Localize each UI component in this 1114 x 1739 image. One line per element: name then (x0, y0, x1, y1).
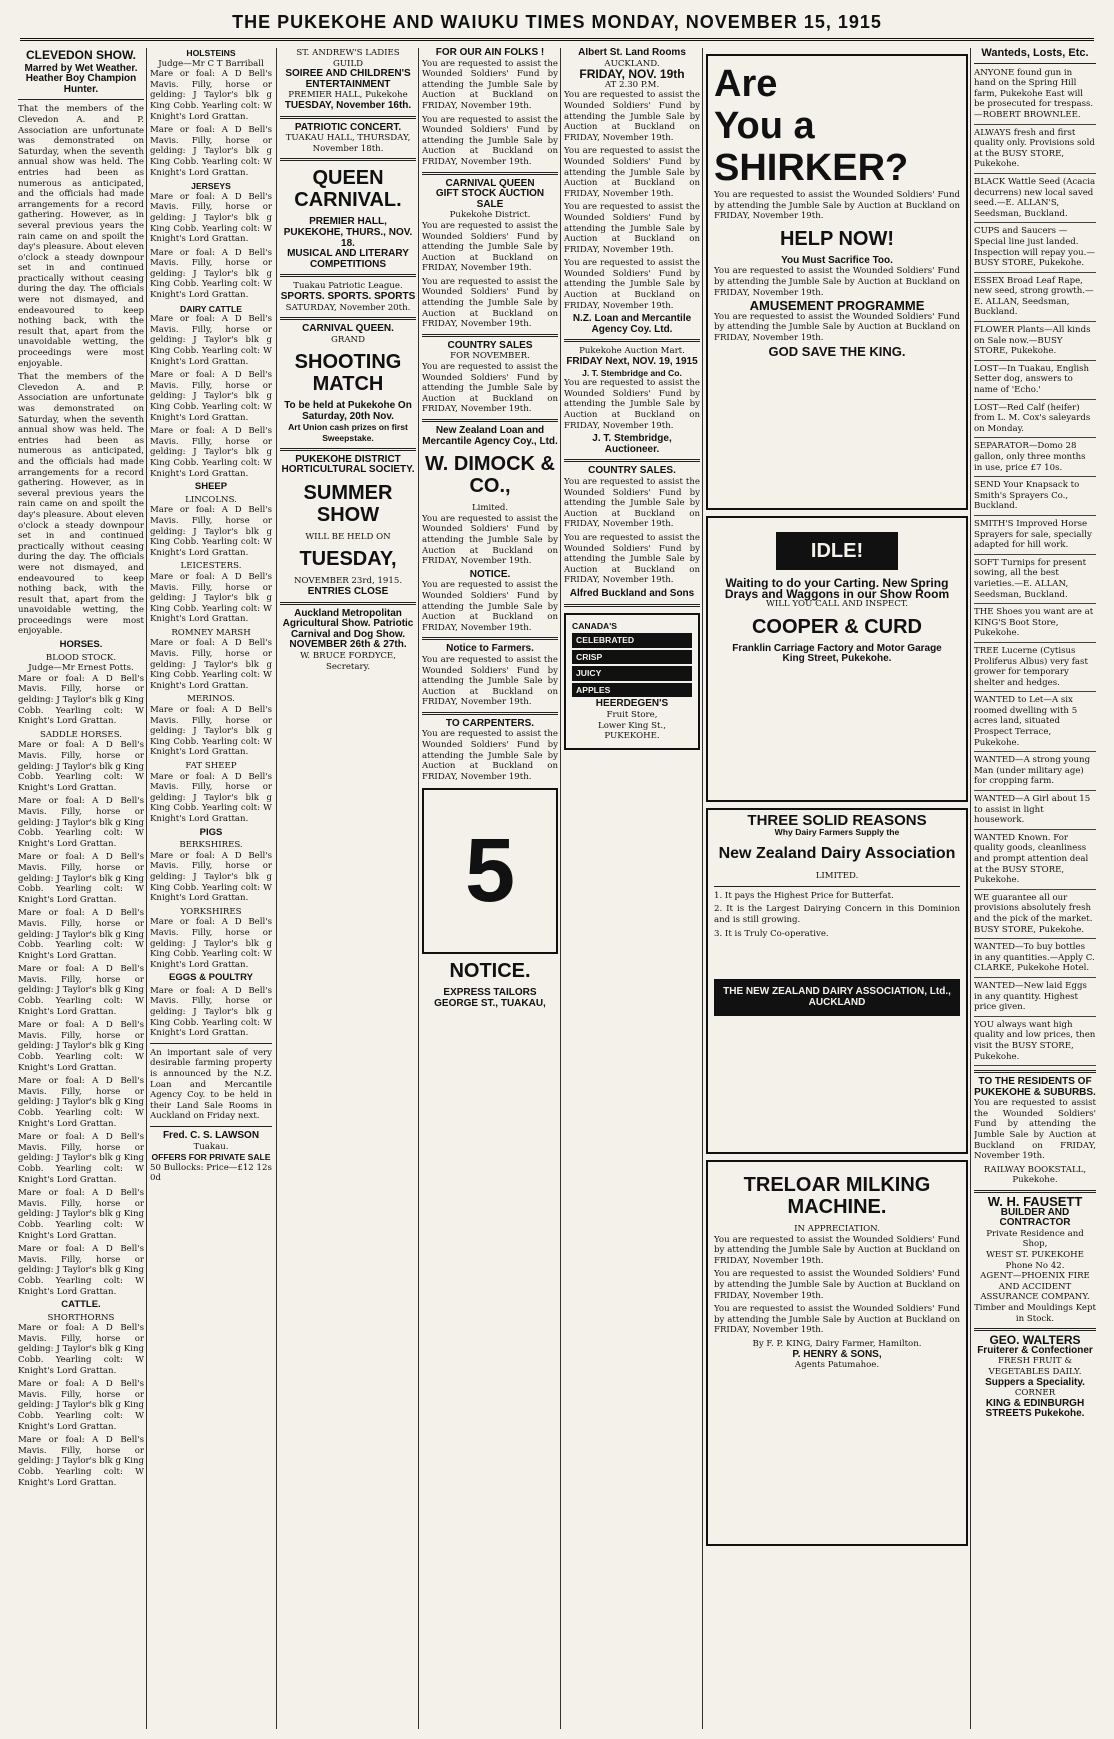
article-body: An important sale of very desirable farming property is announced by the N.Z. Loan and Mercantile Agency Coy. to be held in their Land Sale Rooms in Auckland on Friday next. (150, 1047, 272, 1122)
classified-ad: SOFT Turnips for present sowing, all the best varieties.—E. ALLAN, Seedsman, Buckland. (974, 558, 1096, 604)
section-heading: HORSES. (59, 639, 103, 651)
section-heading: JERSEYS (191, 181, 231, 192)
ad-venue: PREMIER HALL, PUKEKOHE, THURS., NOV. 18. (283, 216, 413, 249)
results: Mare or foal: A D Bell's Mavis. Filly, horse or gelding: J Taylor's blk g King Cobb. Yearling colt: W Knight's Lord Grattan. (18, 740, 144, 793)
classified-ad: SEPARATOR—Domo 28 gallon, only three months in use, price £7 10s. (974, 441, 1096, 477)
ad-body: You are requested to assist the Wounded Soldiers' Fund by attending the Jumble Sale by Auction at Buckland on FRIDAY, November 19th. (714, 1304, 960, 1336)
ad-line: Art Union cash prizes on first Sweepstake. (288, 422, 408, 444)
ad-title: CARNIVAL QUEEN (445, 177, 535, 189)
classified-ad: FLOWER Plants—All kinds on Sale now.—BUSY STORE, Pukekohe. (974, 325, 1096, 361)
advertiser-name: Fred. C. S. LAWSON (162, 1130, 260, 1141)
ad-line: AT 2.30 P.M. (604, 79, 660, 90)
ad-title: BUILDER AND CONTRACTOR (999, 1206, 1071, 1229)
ad-title: SPORTS. SPORTS. SPORTS (280, 290, 416, 302)
ad-body: You are requested to assist the Wounded Soldiers' Fund by attending the Jumble Sale by Auction at Buckland on FRIDAY, November 19th. (564, 378, 700, 431)
classified-ad: LOST—Red Calf (heifer) from L. M. Cox's saleyards on Monday. (974, 403, 1096, 439)
ad-title: COUNTRY SALES. (588, 465, 676, 477)
section-subheading: SHORTHORNS (47, 1312, 115, 1323)
ad-title: QUEEN CARNIVAL. (294, 167, 402, 212)
results: Mare or foal: A D Bell's Mavis. Filly, horse or gelding: J Taylor's blk g King Cobb. Yearling colt: W Knight's Lord Grattan. (150, 426, 272, 479)
column-auctions (564, 48, 700, 1729)
section-heading: SHEEP (194, 481, 228, 493)
ad-title: Are (714, 63, 778, 105)
ad-title: COUNTRY SALES (447, 339, 533, 351)
section-subheading: ROMNEY MARSH (171, 627, 251, 638)
cooper-curd-ad (706, 516, 968, 802)
ad-title: SUMMER SHOW (303, 481, 393, 526)
ad-body: You are requested to assist the Wounded Soldiers' Fund by attending the Jumble Sale by Auction at Buckland on FRIDAY, November 19th. (422, 58, 558, 111)
ad-body: You are requested to assist the Wounded Soldiers' Fund by attending the Jumble Sale by Auction at Buckland on FRIDAY, November 19th. (422, 513, 558, 567)
ad-body: You are requested to assist the Wounded Soldiers' Fund by attending the Jumble Sale by Auction at Buckland on FRIDAY, November 19th. (564, 146, 700, 199)
ad-line: AUCKLAND. (604, 58, 660, 69)
ad-line: Agents Patumahoe. (794, 1360, 880, 1371)
ad-line: Private Residence and Shop, (986, 1228, 1084, 1250)
classified-ad: YOU always want high quality and low prices, then visit the BUSY STORE, Pukekohe. (974, 1020, 1096, 1066)
ad-venue: PREMIER HALL, Pukekohe (288, 90, 408, 101)
ad-signature: W. BRUCE FORDYCE, Secretary. (300, 651, 396, 672)
classified-ad: THE Shoes you want are at KING'S Boot Store, Pukekohe. (974, 607, 1096, 643)
results: Mare or foal: A D Bell's Mavis. Filly, horse or gelding: J Taylor's blk g King Cobb. Yearling colt: W Knight's Lord Grattan. (150, 314, 272, 367)
ad-title: IDLE! (776, 532, 898, 570)
ad-body: You are requested to assist the Wounded Soldiers' Fund by attending the Jumble Sale by Auction at Buckland on FRIDAY, November 19th. (714, 190, 960, 222)
ad-title: AMUSEMENT PROGRAMME (749, 298, 925, 314)
ad-line: FOR NOVEMBER. (450, 351, 530, 362)
classified-ad: BLACK Wattle Seed (Acacia decurrens) new local saved seed.—E. ALLAN'S, Seedsman, Buckland. (974, 177, 1096, 223)
section-heading: PIGS (199, 826, 223, 838)
ad-title: SHOOTING MATCH (294, 351, 402, 396)
classified-ad: SEND Your Knapsack to Smith's Sprayers Co., Buckland. (974, 480, 1096, 516)
dairy-association-ad (706, 808, 968, 1154)
judge: Judge—Mr Ernest Potts. (28, 663, 134, 674)
classified-ad: TREE Lucerne (Cytisus Proliferus Albus) very fast grower for temporary shelter and hedges. (974, 646, 1096, 692)
ad-line: 50 Bullocks: Price—£12 12s 0d (150, 1162, 272, 1184)
ad-body: You are requested to assist the Wounded Soldiers' Fund by attending the Jumble Sale by Auction at Buckland on FRIDAY, November 19th. (422, 276, 558, 330)
ad-body: You are requested to assist the Wounded Soldiers' Fund by attending the Jumble Sale by Auction at Buckland on FRIDAY, November 19th. (422, 362, 558, 415)
section-subheading: YORKSHIRES (180, 906, 242, 917)
column-wanteds (974, 48, 1096, 1729)
reason: 2. It is the Largest Dairying Concern in this Dominion and is still growing. (714, 904, 960, 925)
section-subheading: LEICESTERS. (180, 561, 242, 572)
ad-body: You are requested to assist the Wounded Soldiers' Fund by attending the Jumble Sale by Auction at Buckland on FRIDAY, November 19th. (422, 654, 558, 708)
shirker-ad (706, 54, 968, 510)
ad-body: You are requested to assist the Wounded Soldiers' Fund by attending the Jumble Sale by Auction at Buckland on FRIDAY, November 19th. (564, 90, 700, 143)
results: Mare or foal: A D Bell's Mavis. Filly, horse or gelding: J Taylor's blk g King Cobb. Yearling colt: W Knight's Lord Grattan. (18, 1020, 144, 1073)
ad-line: LIMITED. (815, 871, 859, 882)
ad-heading: ST. ANDREW'S LADIES GUILD (296, 48, 400, 69)
article-body: That the members of the Clevedon A. and P. Association are unfortunate was demonstrated on Saturday, when the seventh annual show was held. The entries had been as numerous as anticipated, and the officials had made arrangements for a record gathering. However, as in several previous years the rain came on and spoilt the day's pleasure. About eleven o'clock a steady downpour set in and continued practically without ceasing during the day. The officials were not dismayed, and endeavoured to keep nothing back, with the result that, apart from the unavoidable wetting, the proceedings were most enjoyable. (18, 104, 144, 369)
section-subheading: LINCOLNS. (185, 494, 237, 505)
results: Mare or foal: A D Bell's Mavis. Filly, horse or gelding: J Taylor's blk g King Cobb. Yearling colt: W Knight's Lord Grattan. (150, 69, 272, 122)
classified-ad: WANTED to Let—A six roomed dwelling with 5 acres land, situated Prospect Terrace, Pukekohe. (974, 695, 1096, 752)
ad-title: TO CARPENTERS. (445, 717, 535, 729)
results: Mare or foal: A D Bell's Mavis. Filly, horse or gelding: J Taylor's blk g King Cobb. Yearling colt: W Knight's Lord Grattan. (18, 673, 144, 727)
classified-ad: ALWAYS fresh and first quality only. Provisions sold at the BUSY STORE, Pukekohe. (974, 128, 1096, 174)
results: Mare or foal: A D Bell's Mavis. Filly, horse or gelding: J Taylor's blk g King Cobb. Yearling colt: W Knight's Lord Grattan. (18, 1435, 144, 1488)
ad-heading: Pukekohe Auction Mart. (579, 346, 685, 357)
ad-title: THREE SOLID REASONS (747, 812, 927, 829)
ad-heading: ENTRIES CLOSE (307, 586, 389, 598)
results: Mare or foal: A D Bell's Mavis. Filly, horse or gelding: J Taylor's blk g King Cobb. Yearling colt: W Knight's Lord Grattan. (18, 796, 144, 849)
ad-body: You are requested to assist the Wounded Soldiers' Fund by attending the Jumble Sale by Auction at Buckland on FRIDAY, November 19th. (564, 476, 700, 530)
ad-date: To be held at Pukekohe On Saturday, 20th Nov. (284, 400, 412, 422)
ad-line: Franklin Carriage Factory and Motor Garage (732, 642, 942, 654)
ad-body: You are requested to assist the Wounded Soldiers' Fund by attending the Jumble Sale by Auction at Buckland on FRIDAY, November 19th. (714, 311, 960, 343)
ad-title: Auckland Metropolitan Agricultural Show. Patriotic Carnival and Dog Show. (282, 607, 414, 640)
ad-signature: J. T. Stembridge, Auctioneer. (592, 433, 672, 455)
ad-venue: TUAKAU HALL, THURSDAY, November 18th. (285, 133, 411, 154)
ad-title: CARNIVAL QUEEN. (302, 323, 394, 335)
ad-title: TO THE RESIDENTS OF PUKEKOHE & SUBURBS. (974, 1076, 1096, 1098)
results: Mare or foal: A D Bell's Mavis. Filly, horse or gelding: J Taylor's blk g King Cobb. Yearling colt: W Knight's Lord Grattan. (18, 1132, 144, 1185)
subhead: Marred by Wet Weather. (24, 62, 138, 74)
results: Mare or foal: A D Bell's Mavis. Filly, horse or gelding: J Taylor's blk g King Cobb. Yearling colt: W Knight's Lord Grattan. (150, 125, 272, 178)
section-subheading: FAT SHEEP (185, 761, 237, 771)
article-body: That the members of the Clevedon A. and P. Association are unfortunate was demonstrated on Saturday, when the seventh annual show was held. The entries had been as numerous as anticipated, and the officials had made arrangements for a record gathering. However, as in several previous years the rain came on and spoilt the day's pleasure. About eleven o'clock a steady downpour set in and continued practically without ceasing during the day. The officials were not dismayed, and endeavoured to keep nothing back, with the result that, apart from the unavoidable wetting, the proceedings were most enjoyable. (18, 372, 144, 637)
ad-address: Lower King St., PUKEKOHE. (598, 720, 666, 742)
ad-title: New Zealand Loan and Mercantile Agency Coy., Ltd. (422, 425, 558, 447)
classified-ad: WANTED—A strong young Man (under military age) for cropping farm. (974, 755, 1096, 791)
ad-title: HELP NOW! (779, 227, 895, 250)
ad-heading: J. T. Stembridge and Co. (582, 367, 682, 378)
masthead (20, 6, 1094, 41)
column-rule (146, 48, 147, 1729)
results: Mare or foal: A D Bell's Mavis. Filly, horse or gelding: J Taylor's blk g King Cobb. Yearling colt: W Knight's Lord Grattan. (18, 964, 144, 1017)
ad-heading: IN APPRECIATION. (794, 1224, 880, 1234)
results: Mare or foal: A D Bell's Mavis. Filly, horse or gelding: J Taylor's blk g King Cobb. Yearling colt: W Knight's Lord Grattan. (150, 850, 272, 904)
ad-title: GEO. WALTERS (989, 1333, 1081, 1348)
classified-ad: ANYONE found gun in hand on the Spring Hill farm, Pukekohe East will be prosecuted for trespass.—ROBERT BROWNLEE. (974, 68, 1096, 125)
ad-line: Timber and Mouldings Kept in Stock. (974, 1302, 1096, 1324)
ad-line: WILL YOU CALL AND INSPECT. (766, 599, 908, 610)
section-heading: DAIRY CATTLE (180, 303, 242, 314)
ad-heading: GRAND (331, 334, 365, 345)
section-subheading: MERINOS. (187, 694, 235, 705)
advertiser-place: Tuakau. (193, 1141, 229, 1152)
section-heading: EGGS & POULTRY (169, 972, 253, 984)
classified-ad: WANTED—New laid Eggs in any quantity. Highest price given. (974, 981, 1096, 1017)
section-subheading: SADDLE HORSES. (39, 729, 123, 740)
column-notices (422, 48, 558, 1729)
ad-date: FRIDAY, NOV. 19th (579, 67, 685, 82)
results: Mare or foal: A D Bell's Mavis. Filly, horse or gelding: J Taylor's blk g King Cobb. Yearling colt: W Knight's Lord Grattan. (150, 917, 272, 970)
results: Mare or foal: A D Bell's Mavis. Filly, horse or gelding: J Taylor's blk g King Cobb. Yearling colt: W Knight's Lord Grattan. (18, 1323, 144, 1376)
section-subheading: BERKSHIRES. (179, 840, 243, 851)
ad-signature: P. HENRY & SONS, (792, 1348, 882, 1360)
ad-address: KING & EDINBURGH STREETS Pukekohe. (985, 1397, 1085, 1420)
ad-body: Waiting to do your Carting. New Spring Drays and Waggons in our Show Room (724, 576, 950, 601)
ad-line: WILL BE HELD ON (305, 531, 391, 542)
ad-line: Limited. (471, 503, 509, 514)
ad-title: EXPRESS TAILORS (443, 987, 537, 999)
ad-heading: OFFERS FOR PRIVATE SALE (151, 1152, 271, 1163)
ad-signature: RAILWAY BOOKSTALL, Pukekohe. (983, 1164, 1087, 1186)
ad-date: TUESDAY, (299, 548, 397, 571)
reason: 1. It pays the Highest Price for Butterfat. (714, 890, 894, 901)
ad-title: MUSICAL AND LITERARY COMPETITIONS (287, 248, 409, 270)
number-five-graphic: 5 (464, 821, 516, 922)
ad-body: You are requested to assist the Wounded Soldiers' Fund by attending the Jumble Sale by Auction at Buckland on FRIDAY, November 19th. (714, 266, 960, 298)
classified-ad: LOST—In Tuakau, English Setter dog, answers to name of 'Echo.' (974, 364, 1096, 400)
section-subheading: BLOOD STOCK. (45, 652, 117, 663)
reason: 3. It is Truly Co-operative. (714, 928, 829, 939)
headline: CLEVEDON SHOW. (25, 48, 136, 62)
column-events (280, 48, 416, 1729)
ad-address: King Street, Pukekohe. (782, 653, 892, 665)
results: Mare or foal: A D Bell's Mavis. Filly, horse or gelding: J Taylor's blk g King Cobb. Yearling colt: W Knight's Lord Grattan. (150, 505, 272, 558)
column-rule (560, 48, 561, 1729)
treloar-ad (706, 1160, 968, 1546)
classified-ad: WANTED—A Girl about 15 to assist in light housework. (974, 794, 1096, 830)
ad-body: You are requested to assist the Wounded Soldiers' Fund by attending the Jumble Sale by Auction at Buckland on FRIDAY, November 19th. (974, 1098, 1096, 1162)
results: Mare or foal: A D Bell's Mavis. Filly, horse or gelding: J Taylor's blk g King Cobb. Yearling colt: W Knight's Lord Grattan. (18, 852, 144, 905)
ad-line: Fruit Store, (606, 710, 658, 721)
section-heading: CATTLE. (61, 1299, 101, 1311)
ad-title: PATRIOTIC CONCERT. (294, 121, 402, 133)
results: Mare or foal: A D Bell's Mavis. Filly, horse or gelding: J Taylor's blk g King Cobb. Yearling colt: W Knight's Lord Grattan. (18, 1076, 144, 1129)
ad-title: N.Z. Loan and Mercantile Agency Coy. Ltd. (572, 313, 692, 335)
ad-body: You are requested to assist the Wounded Soldiers' Fund by attending the Jumble Sale by Auction at Buckland on FRIDAY, November 19th. (564, 532, 700, 586)
classified-ad: ESSEX Broad Leaf Rape, new seed, strong growth.—E. ALLAN, Seedsman, Buckland. (974, 276, 1096, 322)
ad-body: You are requested to assist the Wounded Soldiers' Fund by attending the Jumble Sale by Auction at Buckland on FRIDAY, November 19th. (422, 580, 558, 633)
results: Mare or foal: A D Bell's Mavis. Filly, horse or gelding: J Taylor's blk g King Cobb. Yearling colt: W Knight's Lord Grattan. (150, 771, 272, 824)
ad-body: You are requested to assist the Wounded Soldiers' Fund by attending the Jumble Sale by Auction at Buckland on FRIDAY, November 19th. (714, 1234, 960, 1266)
ad-title: NOTICE. (469, 568, 511, 580)
results: Mare or foal: A D Bell's Mavis. Filly, horse or gelding: J Taylor's blk g King Cobb. Yearling colt: W Knight's Lord Grattan. (150, 247, 272, 301)
column-show-results (150, 48, 272, 1729)
ad-date: NOVEMBER 23rd, 1915. (293, 576, 403, 587)
ad-body: You are requested to assist the Wounded Soldiers' Fund by attending the Jumble Sale by Auction at Buckland on FRIDAY, November 19th. (564, 258, 700, 311)
column-rule (970, 48, 971, 1729)
ad-signature: Alfred Buckland and Sons (569, 587, 695, 599)
ad-title: GIFT STOCK AUCTION SALE (435, 188, 545, 210)
ad-title: FOR OUR AIN FOLKS ! (435, 48, 545, 58)
results: Mare or foal: A D Bell's Mavis. Filly, horse or gelding: J Taylor's blk g King Cobb. Yearling colt: W Knight's Lord Grattan. (18, 1379, 144, 1432)
classified-ad: CUPS and Saucers — Special line just landed. Inspection will repay you.—BUSY STORE, Pukekohe. (974, 226, 1096, 272)
ad-line: CRISP (572, 650, 692, 665)
ad-address: GEORGE ST., TUAKAU, (434, 998, 546, 1010)
results: Mare or foal: A D Bell's Mavis. Filly, horse or gelding: J Taylor's blk g King Cobb. Yearling colt: W Knight's Lord Grattan. (150, 705, 272, 758)
ad-title: W. H. FAUSETT (987, 1194, 1083, 1210)
ad-date: SATURDAY, November 20th. (285, 302, 411, 313)
ad-title: NOTICE. (449, 960, 531, 983)
ad-line: Pukekohe District. (449, 210, 531, 221)
classified-ad: WE guarantee all our provisions absolutely fresh and the pick of the market. BUSY STORE, Pukekohe. (974, 893, 1096, 939)
ad-body: You are requested to assist the Wounded Soldiers' Fund by attending the Jumble Sale by Auction at Buckland on FRIDAY, November 19th. (422, 220, 558, 274)
ad-line: APPLES (572, 683, 692, 698)
column-rule (702, 48, 703, 1729)
classified-ad: SMITH'S Improved Horse Sprayers for sale, specially adapted for hill work. (974, 519, 1096, 555)
results: Mare or foal: A D Bell's Mavis. Filly, horse or gelding: J Taylor's blk g King Cobb. Yearling colt: W Knight's Lord Grattan. (150, 638, 272, 691)
classified-ad: WANTED—To buy bottles in any quantities.—Apply C. CLARKE, Pukekohe Hotel. (974, 942, 1096, 978)
ad-line: FRESH FRUIT & VEGETABLES DAILY. (988, 1356, 1082, 1377)
ad-body: You are requested to assist the Wounded Soldiers' Fund by attending the Jumble Sale by Auction at Buckland on FRIDAY, November 19th. (564, 202, 700, 255)
results: Mare or foal: A D Bell's Mavis. Filly, horse or gelding: J Taylor's blk g King Cobb. Yearling colt: W Knight's Lord Grattan. (150, 191, 272, 245)
ad-title: Albert St. Land Rooms (578, 48, 686, 58)
ad-title: W. DIMOCK & CO., (425, 453, 555, 498)
ad-line: CELEBRATED (572, 633, 692, 648)
results: Mare or foal: A D Bell's Mavis. Filly, horse or gelding: J Taylor's blk g King Cobb. Yearling colt: W Knight's Lord Grattan. (18, 1188, 144, 1241)
ad-line: HEERDEGEN'S (595, 698, 669, 710)
ad-line: CANADA'S (572, 620, 618, 631)
ad-title: COOPER & CURD (751, 615, 922, 638)
ad-title: SHIRKER? (714, 147, 909, 189)
subhead: Heather Boy Champion Hunter. (25, 73, 137, 95)
ad-title: GOD SAVE THE KING. (768, 343, 906, 359)
apples-ad (564, 613, 700, 750)
results: Mare or foal: A D Bell's Mavis. Filly, horse or gelding: J Taylor's blk g King Cobb. Yearling colt: W Knight's Lord Grattan. (150, 985, 272, 1039)
ad-line: Phone No 42. (1005, 1260, 1065, 1271)
results: Mare or foal: A D Bell's Mavis. Filly, horse or gelding: J Taylor's blk g King Cobb. Yearling colt: W Knight's Lord Grattan. (18, 908, 144, 961)
ad-date: FRIDAY Next, NOV. 19, 1915 (566, 356, 698, 368)
classified-ad: WANTED Known. For quality goods, cleanliness and prompt attention deal at the BUSY STORE, Pukekohe. (974, 833, 1096, 890)
ad-title: Notice to Farmers. (446, 643, 534, 655)
ad-title: PUKEKOHE DISTRICT HORTICULTURAL SOCIETY. (281, 453, 415, 476)
ad-body: You are requested to assist the Wounded Soldiers' Fund by attending the Jumble Sale by Auction at Buckland on FRIDAY, November 19th. (422, 729, 558, 782)
ad-line: CORNER (1014, 1388, 1056, 1399)
ad-line: WEST ST. PUKEKOHE (986, 1250, 1084, 1260)
ad-signature: By F. P. KING, Dairy Farmer, Hamilton. (752, 1338, 922, 1349)
ad-title: TRELOAR MILKING MACHINE. (743, 1174, 931, 1218)
column-display-ads (706, 48, 968, 1729)
section-heading: HOLSTEINS (186, 48, 236, 58)
ad-heading: Tuakau Patriotic League. (293, 281, 403, 292)
ad-line: JUICY (572, 666, 692, 681)
results: Mare or foal: A D Bell's Mavis. Filly, horse or gelding: J Taylor's blk g King Cobb. Yearling colt: W Knight's Lord Grattan. (150, 571, 272, 625)
ad-title: You Must Sacrifice Too. (781, 254, 893, 266)
masthead-title: THE PUKEKOHE AND WAIUKU TIMES MONDAY, NOVEMBER 15, 1915 (232, 11, 882, 32)
ad-line: Suppers a Speciality. (985, 1376, 1085, 1388)
ad-title: SOIREE AND CHILDREN'S ENTERTAINMENT (285, 68, 411, 90)
ad-title: New Zealand Dairy Association (718, 845, 956, 863)
column-rule (276, 48, 277, 1729)
section-heading: Wanteds, Losts, Etc. (981, 48, 1089, 59)
ad-title: Fruiterer & Confectioner (977, 1344, 1093, 1356)
ad-body: You are requested to assist the Wounded Soldiers' Fund by attending the Jumble Sale by Auction at Buckland on FRIDAY, November 19th. (714, 1269, 960, 1301)
results: Mare or foal: A D Bell's Mavis. Filly, horse or gelding: J Taylor's blk g King Cobb. Yearling colt: W Knight's Lord Grattan. (18, 1244, 144, 1297)
ad-date: TUESDAY, November 16th. (284, 99, 412, 111)
results: Mare or foal: A D Bell's Mavis. Filly, horse or gelding: J Taylor's blk g King Cobb. Yearling colt: W Knight's Lord Grattan. (150, 370, 272, 423)
ad-line: AGENT—PHOENIX FIRE AND ACCIDENT ASSURANCE COMPANY. (980, 1271, 1090, 1303)
ad-title: You a (714, 105, 815, 147)
ad-line: Why Dairy Farmers Supply the (774, 826, 900, 837)
judge: Judge—Mr C T Barriball (158, 58, 264, 69)
ad-body: You are requested to assist the Wounded Soldiers' Fund by attending the Jumble Sale by Auction at Buckland on FRIDAY, November 19th. (422, 114, 558, 167)
column-clevedon-show (18, 48, 144, 1729)
calf-meal-ad-image (422, 788, 558, 954)
column-rule (418, 48, 419, 1729)
ad-signature: THE NEW ZEALAND DAIRY ASSOCIATION, Ltd., AUCKLAND (714, 979, 960, 1016)
ad-date: NOVEMBER 26th & 27th. (289, 639, 407, 651)
